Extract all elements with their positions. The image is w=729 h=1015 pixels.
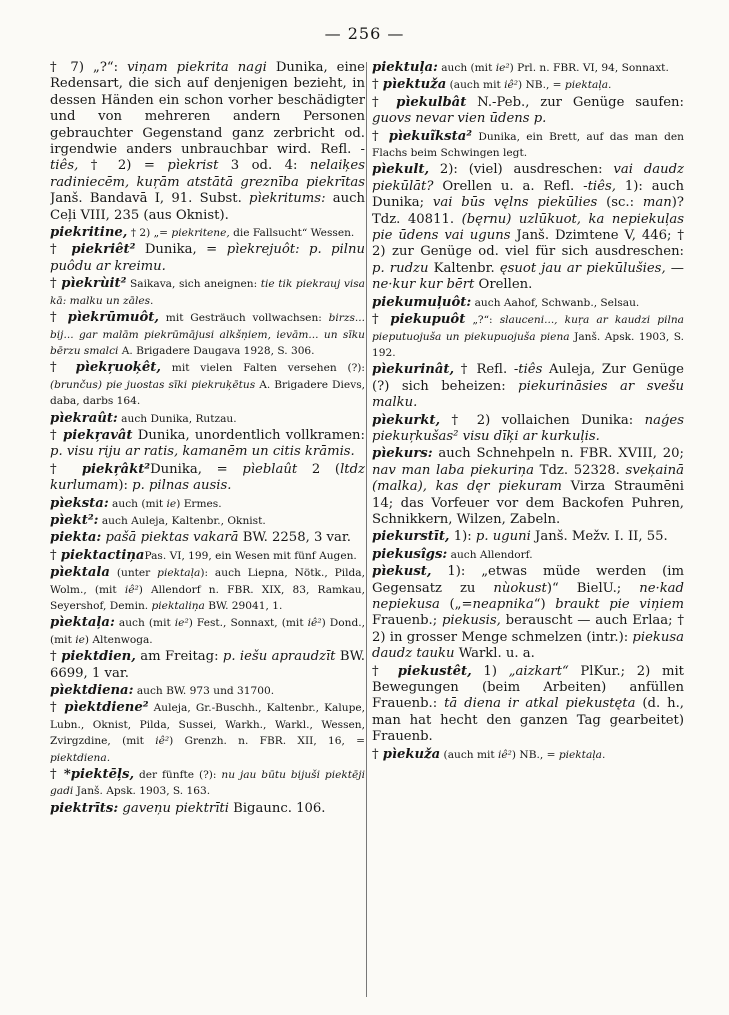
entry-text: Saikava, sich aneignen: xyxy=(126,278,261,291)
entry-headword: pìektdiene² xyxy=(64,700,149,716)
entry-text: † xyxy=(50,767,64,783)
entry-text: die Fallsucht“ Wessen. xyxy=(229,227,355,240)
dictionary-entry xyxy=(50,60,365,224)
entry-text: tā diena ir atkal piekustęta xyxy=(444,696,636,712)
entry-text: slauceni..., kuŗa ar kaudzi pilna pieputuojuša un piekupuojuša piena xyxy=(372,314,684,343)
entry-text: ): xyxy=(118,478,133,494)
entry-headword: piekupuôt xyxy=(390,312,466,328)
entry-text: ) Altenwoga. xyxy=(84,633,153,646)
entry-text: („= xyxy=(439,597,473,612)
entry-text: nu jau būtu bijuši piektēji gadi xyxy=(50,769,365,798)
entry-headword: piekustêt, xyxy=(397,663,472,679)
entry-headword: pìektala xyxy=(50,565,110,581)
entry-text: mit Gesträuch vollwachsen: xyxy=(158,312,329,325)
entry-text: Frauenb.; xyxy=(372,613,442,629)
entry-text: birzs... bij... gar malām piekrūmājusi alkšņiem, ievām... un sīku bērzu smalci xyxy=(50,312,365,357)
entry-text: p. iešu apraudzīt xyxy=(222,649,336,665)
entry-text: ie² xyxy=(495,62,510,74)
entry-headword: piekta: xyxy=(50,530,102,546)
entry-text: BW. 6699, 1 var. xyxy=(50,649,365,681)
entry-text: ie² xyxy=(174,617,189,630)
entry-text: † xyxy=(50,547,61,563)
entry-text: Dunika, = xyxy=(150,461,243,477)
entry-headword: pìekulbât xyxy=(396,94,467,110)
entry-headword: pìekt²: xyxy=(50,512,99,528)
entry-headword: pìeksta: xyxy=(50,495,109,511)
entry-text: braukt pie viņiem xyxy=(555,597,684,612)
entry-text: Auleja, Gr.-Buschh., Kaltenbr., Kalupe, Lubn., Oknist, Pilda, Sussei, Warkh., Warkl., Wessen, Zvirgzdine, (mit xyxy=(50,702,365,748)
entry-headword: piekŗâkt² xyxy=(81,461,151,477)
entry-text: berauscht — auch Erlaa; † 2) in grosser Menge schmelzen (intr.): xyxy=(372,613,684,645)
entry-text: 3 od. 4: xyxy=(218,158,310,174)
dictionary-entry xyxy=(50,276,365,309)
dictionary-entry xyxy=(372,295,684,311)
dictionary-entry xyxy=(372,77,684,93)
entry-text: naģes piekuŗkušas² xyxy=(372,412,684,444)
dictionary-entry xyxy=(50,530,365,546)
dictionary-entry xyxy=(50,548,365,564)
entry-text: Dunika, eine Redensart, die sich auf denjenigen bezieht, in dessen Händen ein schon vorher beschädigter und von mehreren andern Personen gebrauchter Gegenstand ganz zerbricht od. irgendwie anders unbrauchbar wird. Refl. xyxy=(50,60,365,158)
entry-text: „?“: xyxy=(465,314,500,327)
column-divider xyxy=(366,62,367,997)
entry-headword: *piektēļs, xyxy=(63,767,135,783)
entry-text: piekritene, xyxy=(171,227,230,240)
entry-text: iê² xyxy=(155,735,170,748)
dictionary-entry xyxy=(50,683,365,699)
dictionary-entry xyxy=(50,428,365,461)
entry-text: piektaliņa xyxy=(151,600,205,612)
entry-text: piekusa daudz tauku xyxy=(372,629,684,662)
entry-text: ) Allendorf n. FBR. XIX, 83, Ramkau, Seyershof, Demin. xyxy=(50,583,365,612)
entry-text: iê² xyxy=(124,583,139,596)
entry-text: Pas. VI, 199, ein Wesen mit fünf Augen. xyxy=(144,549,357,562)
dictionary-entry xyxy=(50,649,365,682)
entry-text: BW. 2258, 3 var. xyxy=(238,530,351,546)
entry-text: auch Ceļi VIII, 235 (aus Oknist). xyxy=(50,191,365,223)
entry-text: p. visu riju ar ratis, kamanēm un citis krāmis. xyxy=(50,444,355,460)
entry-headword: pìektdiena: xyxy=(50,683,134,699)
entry-text: ): auch Liepna, Nötk., Pilda, Wolm., (mit xyxy=(50,567,365,596)
entry-headword: pìekŗuoķêt, xyxy=(75,360,161,376)
entry-text: † xyxy=(50,360,76,376)
entry-headword: piekritine, xyxy=(50,225,128,241)
entry-text: auch Schnehpeln n. FBR. XVIII, 20; xyxy=(432,446,684,462)
entry-text: der fünfte (?): xyxy=(134,769,222,782)
entry-text: (brunčus) pie juostas sīki piekruķētus xyxy=(50,378,256,391)
entry-text: visu dīķi ar kurkuļis. xyxy=(462,428,600,444)
entry-text: 1): „etwas müde werden (im Gegensatz zu xyxy=(372,564,684,596)
entry-text: pìekritums: xyxy=(249,191,326,207)
entry-text: ltdz kurlumam xyxy=(50,461,365,494)
entry-text: sveķainā (malka), kas dęr piekuram xyxy=(372,462,684,495)
entry-headword: piekumuļuôt: xyxy=(372,294,472,310)
dictionary-entry xyxy=(372,547,684,563)
entry-text: )? Tdz. 40811. xyxy=(372,195,684,227)
entry-headword: piektrīts: xyxy=(50,800,119,816)
entry-text: † 2) = xyxy=(78,158,168,174)
entry-text: auch (mit xyxy=(108,497,167,510)
dictionary-entry xyxy=(50,462,365,495)
entry-text: † 2) vollaichen Dunika: xyxy=(440,412,645,428)
entry-headword: pìekrūmuôt, xyxy=(67,310,159,326)
entry-text: Warkl. u. a. xyxy=(454,646,535,662)
entry-text: † xyxy=(372,663,398,679)
entry-text: nelaiķes radiniecēm, kuŗām atstātā greznība piekrītas xyxy=(50,158,365,190)
entry-text: † xyxy=(50,310,68,326)
entry-text: -tiês, xyxy=(50,142,365,174)
dictionary-entry xyxy=(50,565,365,614)
entry-text: ) Ermes. xyxy=(176,497,222,510)
entry-text: auch Allendorf. xyxy=(447,548,533,561)
entry-headword: piekurstīt, xyxy=(372,529,450,545)
entry-headword: pìektuža xyxy=(382,77,447,93)
entry-text: † xyxy=(50,461,82,477)
entry-headword: pìekust, xyxy=(372,564,432,580)
entry-text: Janš. Mežv. I. II, 55. xyxy=(530,529,668,545)
entry-text: Janš. Bandavā I, 91. Subst. xyxy=(50,191,250,207)
entry-text: Dunika, unordentlich vollkramen: xyxy=(132,427,365,443)
entry-text: 2 ( xyxy=(297,461,341,477)
entry-text: auch (mit xyxy=(114,617,175,630)
dictionary-entry xyxy=(372,362,684,411)
entry-text: ) Grenzh. n. FBR. XII, 16, = xyxy=(169,735,365,748)
entry-text: Virza Straumēni 14; das Vorfeuer vor dem Backofen Puhren, Schnikkern, Wilzen, Zabeln. xyxy=(372,479,684,527)
entry-text: Orellen u. a. Refl. xyxy=(433,178,584,194)
dictionary-entry xyxy=(372,664,684,746)
entry-text: ) Prl. n. FBR. VI, 94, Sonnaxt. xyxy=(509,62,669,74)
right-column xyxy=(372,60,684,1005)
entry-text: Auleja, Zur Genüge (?) sich beheizen: xyxy=(372,362,684,394)
entry-text: † xyxy=(50,649,62,665)
entry-text: vai daudz piekūlāt? xyxy=(372,162,684,194)
entry-text: Orellen. xyxy=(474,277,533,293)
entry-text: † xyxy=(372,746,383,762)
entry-text: 2): (viel) ausdreschen: xyxy=(429,162,614,178)
entry-text: p. pilnas ausis. xyxy=(132,478,232,494)
entry-text: iê² xyxy=(307,617,322,630)
entry-text: pìeblaût xyxy=(242,461,298,477)
entry-text: -tiês, xyxy=(583,178,616,194)
dictionary-entry xyxy=(372,162,684,293)
entry-headword: piektuļa: xyxy=(372,60,438,75)
entry-text: gaveņu piektrīti xyxy=(122,800,229,816)
entry-headword: pìekurkt, xyxy=(372,412,441,428)
entry-text: † Refl. xyxy=(454,362,514,378)
dictionary-entry xyxy=(50,411,365,427)
entry-text: ne·kad nepiekusa xyxy=(372,580,684,612)
entry-text: ) NB., = xyxy=(511,748,559,761)
entry-text: pìekrist xyxy=(167,158,219,174)
entry-text: piekurināsies ar svešu malku. xyxy=(372,378,684,411)
entry-text: ie xyxy=(166,497,177,510)
dictionary-entry xyxy=(50,360,365,409)
dictionary-entry xyxy=(372,129,684,162)
entry-text: 1): auch Dunika; xyxy=(372,178,684,211)
entry-text: “) xyxy=(533,597,556,612)
entry-text: piektaļa xyxy=(157,567,201,580)
entry-text: † 2) „= xyxy=(127,227,172,240)
entry-text: (auch mit xyxy=(446,79,505,92)
entry-headword: pìekurs: xyxy=(372,446,433,462)
entry-text: Kaltenbr. xyxy=(428,260,500,276)
entry-text: auch Auleja, Kaltenbr., Oknist. xyxy=(98,514,266,527)
entry-text: am Freitag: xyxy=(135,649,223,665)
entry-text: )“ BielU.; xyxy=(546,580,640,596)
entry-text: † 7) „?“: xyxy=(50,60,128,75)
entry-text: ) Dond., (mit xyxy=(50,617,365,646)
dictionary-entry xyxy=(372,747,684,763)
left-column xyxy=(50,60,365,1005)
entry-text: neapnika xyxy=(472,597,534,612)
entry-text: (auch mit xyxy=(440,748,499,761)
entry-text: pašā piektas vakarā xyxy=(105,530,239,546)
entry-text: piektaļa. xyxy=(564,79,612,92)
dictionary-entry xyxy=(50,700,365,766)
dictionary-entry xyxy=(50,496,365,512)
entry-text: (d. h., man hat hecht den ganzen Tag gearbeitet) Frauenb. xyxy=(372,696,684,745)
entry-text: man xyxy=(642,195,672,211)
entry-text: Janš. Apsk. 1903, S. 192. xyxy=(372,330,684,359)
entry-text: ie xyxy=(75,633,85,646)
entry-text: p. uguni xyxy=(475,529,531,545)
entry-text: ) Fest., Sonnaxt, (mit xyxy=(188,617,308,630)
entry-text: auch Dunika, Rutzau. xyxy=(117,412,237,425)
dictionary-entry xyxy=(50,513,365,529)
entry-text: 1): xyxy=(449,529,476,545)
entry-text: † xyxy=(372,312,391,328)
entry-text: piekusis, xyxy=(441,613,501,629)
entry-headword: pìekrùit² xyxy=(61,276,127,292)
entry-text: 1) xyxy=(471,663,509,679)
entry-headword: pìekult, xyxy=(372,162,430,178)
dictionary-entry xyxy=(372,95,684,128)
entry-text: Dunika, = xyxy=(135,242,227,258)
entry-text: piektaļa. xyxy=(558,748,606,761)
entry-text: † xyxy=(50,276,62,292)
entry-text: Janš. Dzimtene V, 446; † 2) zur Genüge od. viel für sich ausdreschen: xyxy=(372,228,684,260)
entry-headword: piektactiņa xyxy=(60,547,145,563)
dictionary-entry xyxy=(50,225,365,241)
entry-text: † xyxy=(50,700,65,716)
entry-text: auch (mit xyxy=(437,62,496,74)
dictionary-entry xyxy=(372,60,684,76)
entry-headword: pìekuĩksta² xyxy=(388,128,473,144)
entry-text: p. rudzu xyxy=(372,260,429,276)
entry-text: iê² xyxy=(498,748,512,761)
entry-text: † xyxy=(372,77,383,93)
entry-text: † xyxy=(372,94,397,110)
entry-text: auch BW. 973 und 31700. xyxy=(133,685,275,698)
dictionary-entry xyxy=(50,801,365,817)
entry-text: PlKur.; 2) mit Bewegungen (beim Arbeiten) anfüllen Frauenb.: xyxy=(372,663,684,712)
entry-text: (bęrnu) uzlūkuot, ka nepiekuļas pie ūdens vai uguns xyxy=(372,211,684,244)
dictionary-entry xyxy=(50,767,365,800)
dictionary-entry xyxy=(372,312,684,361)
entry-headword: pìekraût: xyxy=(50,410,118,426)
entry-text: (unter xyxy=(109,567,158,580)
entry-text: „aizkart“ xyxy=(508,663,569,679)
entry-text: mit vielen Falten versehen (?): xyxy=(160,362,365,375)
dictionary-entry xyxy=(372,446,684,528)
entry-text: ) NB., = xyxy=(518,79,565,92)
page-number: — 256 — xyxy=(324,24,405,43)
entry-headword: piekŗavât xyxy=(62,427,133,443)
dictionary-entry xyxy=(372,564,684,662)
entry-headword: piekriêt² xyxy=(71,242,136,258)
entry-text: iê² xyxy=(504,79,519,92)
entry-text: vai būs vęlns piekūlies xyxy=(432,195,598,211)
entry-headword: pìekurinât, xyxy=(372,362,455,378)
entry-text: piektdiena. xyxy=(50,751,111,764)
dictionary-entry xyxy=(50,242,365,275)
entry-text: viņam piekrita nagi xyxy=(127,60,267,75)
entry-text: ęsuot jau ar piekūlušies, — ne·kur kur bērt xyxy=(372,260,684,293)
entry-text: † xyxy=(50,242,72,258)
dictionary-entry xyxy=(372,529,684,545)
entry-text: A. Brigadere Daugava 1928, S. 306. xyxy=(118,344,315,357)
entry-text: † xyxy=(372,128,389,144)
dictionary-entry xyxy=(50,615,365,648)
entry-text: nav man laba piekuriņa xyxy=(372,462,534,478)
entry-text: guovs nevar vien ūdens p. xyxy=(372,111,547,127)
entry-text: Janš. Apsk. 1903, S. 163. xyxy=(73,785,211,798)
entry-headword: piekusîgs: xyxy=(372,546,448,562)
dictionary-entry xyxy=(372,413,684,446)
entry-text: N.-Peb., zur Genüge saufen: xyxy=(466,94,684,110)
entry-text: nùokust xyxy=(493,580,547,596)
entry-headword: piektdien, xyxy=(61,649,136,665)
entry-text: tie tik piekrauj visa kā: malku un zāles. xyxy=(50,278,365,307)
entry-text: auch Aahof, Schwanb., Selsau. xyxy=(471,296,640,309)
entry-headword: pìektaļa: xyxy=(50,615,115,631)
entry-text: Dunika, ein Brett, auf das man den Flachs beim Schwingen legt. xyxy=(372,130,684,160)
entry-headword: pìekuža xyxy=(382,746,441,762)
entry-text: Bigaunc. 106. xyxy=(228,800,326,816)
dictionary-entry xyxy=(50,310,365,359)
entry-text: † xyxy=(50,427,63,443)
entry-text: Tdz. 52328. xyxy=(533,462,626,478)
entry-text: -tiês xyxy=(513,362,543,378)
entry-text: (sc.: xyxy=(597,195,643,211)
entry-text: BW. 29041, 1. xyxy=(204,600,283,612)
entry-text: pìekrejuôt: p. pilnu puôdu ar kreimu. xyxy=(50,242,365,274)
entry-text: A. Brigadere Dievs, daba, darbs 164. xyxy=(50,378,365,408)
